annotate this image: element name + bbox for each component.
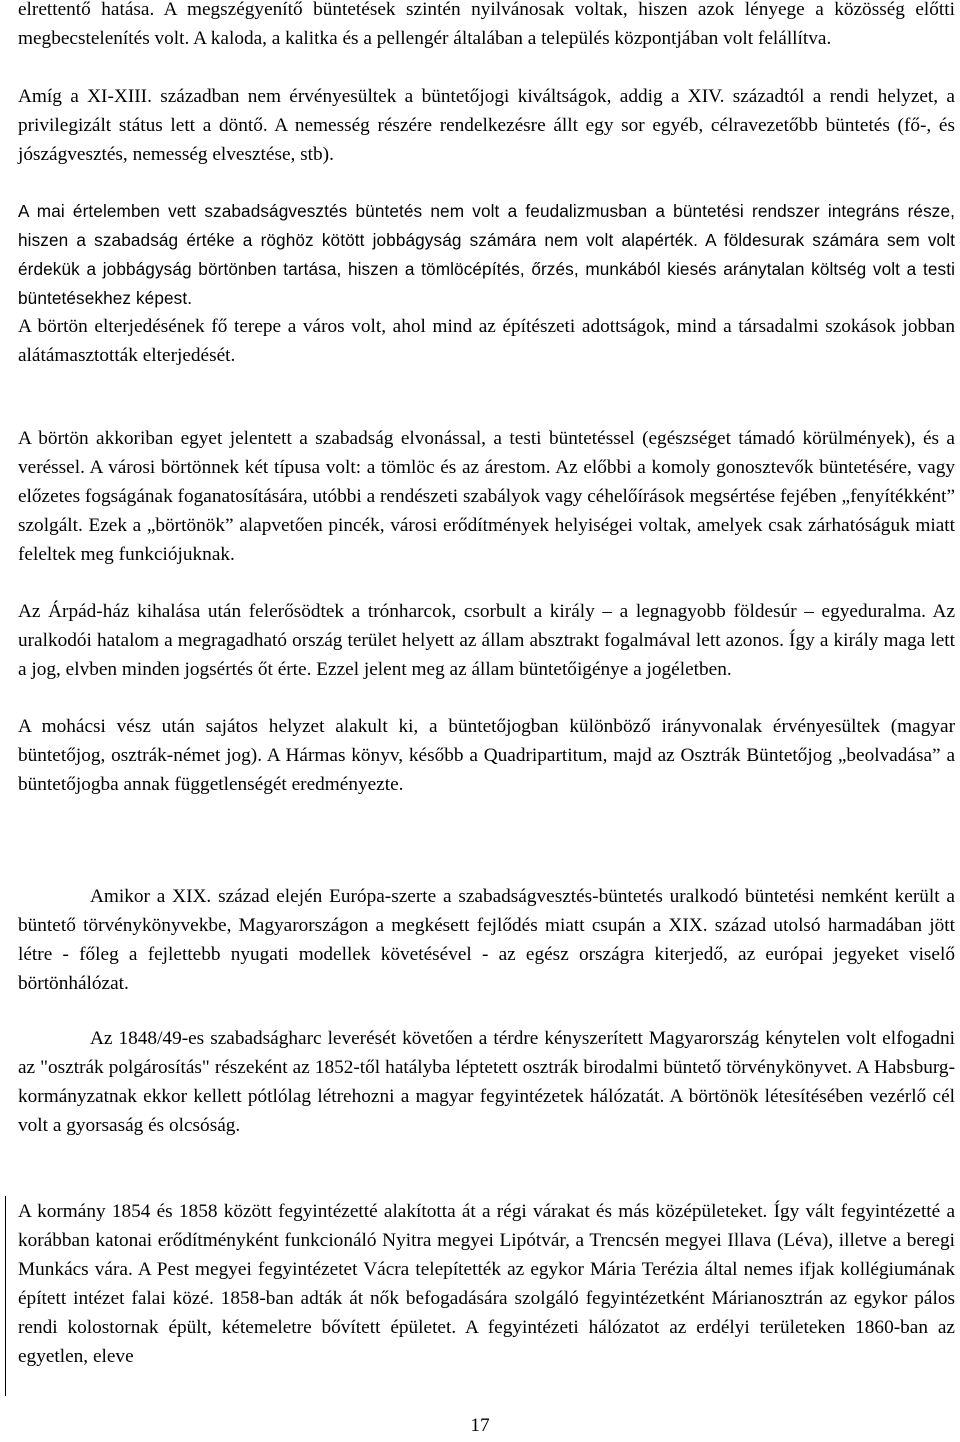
paragraph-5: A börtön akkoriban egyet jelentett a szabadság elvonással, a testi büntetéssel (egészséget támadó körülmények), és a veréssel. A városi börtönnek két típusa volt: a tömlöc és az árestom. Az előbbi a komoly gonosztevők büntetésére, vagy előzetes fogságának foganatosítására, utóbbi a rendészeti szabályok vagy céhelőírások megsértése fejében „fenyítékként” szolgált. Ezek a „börtönök” alapvetően pincék, városi erődítmények helyiségei voltak, amelyek csak zárhatóságuk miatt feleltek meg funkciójuknak.	[18, 428, 955, 565]
paragraph-9: Az 1848/49-es szabadságharc leverését követően a térdre kényszerített Magyarország kénytelen volt elfogadni az "osztrák polgárosítás" részeként az 1852-től hatályba léptetett osztrák birodalmi büntető törvénykönyvet. A Habsburg-kormányzatnak ekkor kellett pótlólag létrehozni a magyar fegyintézetek hálózatát. A börtönök létesítésében vezérlő cél volt a gyorsaság és olcsóság.	[18, 1028, 955, 1136]
paragraph-7: A mohácsi vész után sajátos helyzet alakult ki, a büntetőjogban különböző irányvonalak érvényesültek (magyar büntetőjog, osztrák-német jog). A Hármas könyv, később a Quadripartitum, majd az Osztrák Büntetőjog „beolvadása” a büntetőjogba annak függetlenségét eredményezte.	[18, 716, 955, 795]
page-number: 17	[470, 1415, 490, 1436]
paragraph-2: Amíg a XI-XIII. században nem érvényesültek a büntetőjogi kiváltságok, addig a XIV. századtól a rendi helyzet, a privilegizált státus lett a döntő. A nemesség részére rendelkezésre állt egy sor egyéb, célravezetőbb büntetés (fő-, és jószágvesztés, nemesség elvesztése, stb).	[18, 86, 955, 165]
margin-change-bar	[5, 1196, 6, 1396]
paragraph-6: Az Árpád-ház kihalása után felerősödtek a trónharcok, csorbult a király – a legnagyobb földesúr – egyeduralma. Az uralkodói hatalom a megragadható ország terület helyett az állam absztrakt fogalmával lett azonos. Így a király maga lett a jog, elvben minden jogsértés őt érte. Ezzel jelent meg az állam büntetőigénye a jogéletben.	[18, 601, 955, 680]
paragraph-10: A kormány 1854 és 1858 között fegyintézetté alakította át a régi várakat és más középületeket. Így vált fegyintézetté a korábban katonai erődítményként funkcionáló Nyitra megyei Lipótvár, a Trencsén megyei Illava (Léva), illetve a beregi Munkács vára. A Pest megyei fegyintézetet Vácra telepítették az egykor Mária Terézia által nemes ifjak kollégiumának épített intézet falai közé. 1858-ban adták át nők befogadására szolgáló fegyintézetként Márianosztrán az egykor pálos rendi kolostornak épült, kétemeletre bővített épületet. A fegyintézeti hálózatot az erdélyi területeken 1860-ban az egyetlen, eleve	[18, 1201, 955, 1367]
paragraph-8: Amikor a XIX. század elején Európa-szerte a szabadságvesztés-büntetés uralkodó büntetési nemként került a büntető törvénykönyvekbe, Magyarországon a megkésett fejlődés miatt csupán a XIX. század utolsó harmadában jött létre - főleg a fejlettebb nyugati modellek követésével - az egész országra kiterjedő, az európai jegyeket viselő börtönhálózat.	[18, 886, 955, 994]
paragraph-3: A mai értelemben vett szabadságvesztés büntetés nem volt a feudalizmusban a büntetési rendszer integráns része, hiszen a szabadság értéke a röghöz kötött jobbágyság számára nem volt alapérték. A földesurak számára sem volt érdekük a jobbágyság börtönben tartása, hiszen a tömlöcépítés, őrzés, munkából kiesés aránytalan költség volt a testi büntetésekhez képest.	[18, 201, 955, 308]
paragraph-4: A börtön elterjedésének fő terepe a város volt, ahol mind az építészeti adottságok, mind a társadalmi szokások jobban alátámasztották elterjedését.	[18, 316, 955, 366]
paragraph-1: elrettentő hatása. A megszégyenítő büntetések szintén nyilvánosak voltak, hiszen azok lényege a közösség előtti megbecstelenítés volt. A kaloda, a kalitka és a pellengér általában a település központjában volt felállítva.	[18, 0, 955, 49]
